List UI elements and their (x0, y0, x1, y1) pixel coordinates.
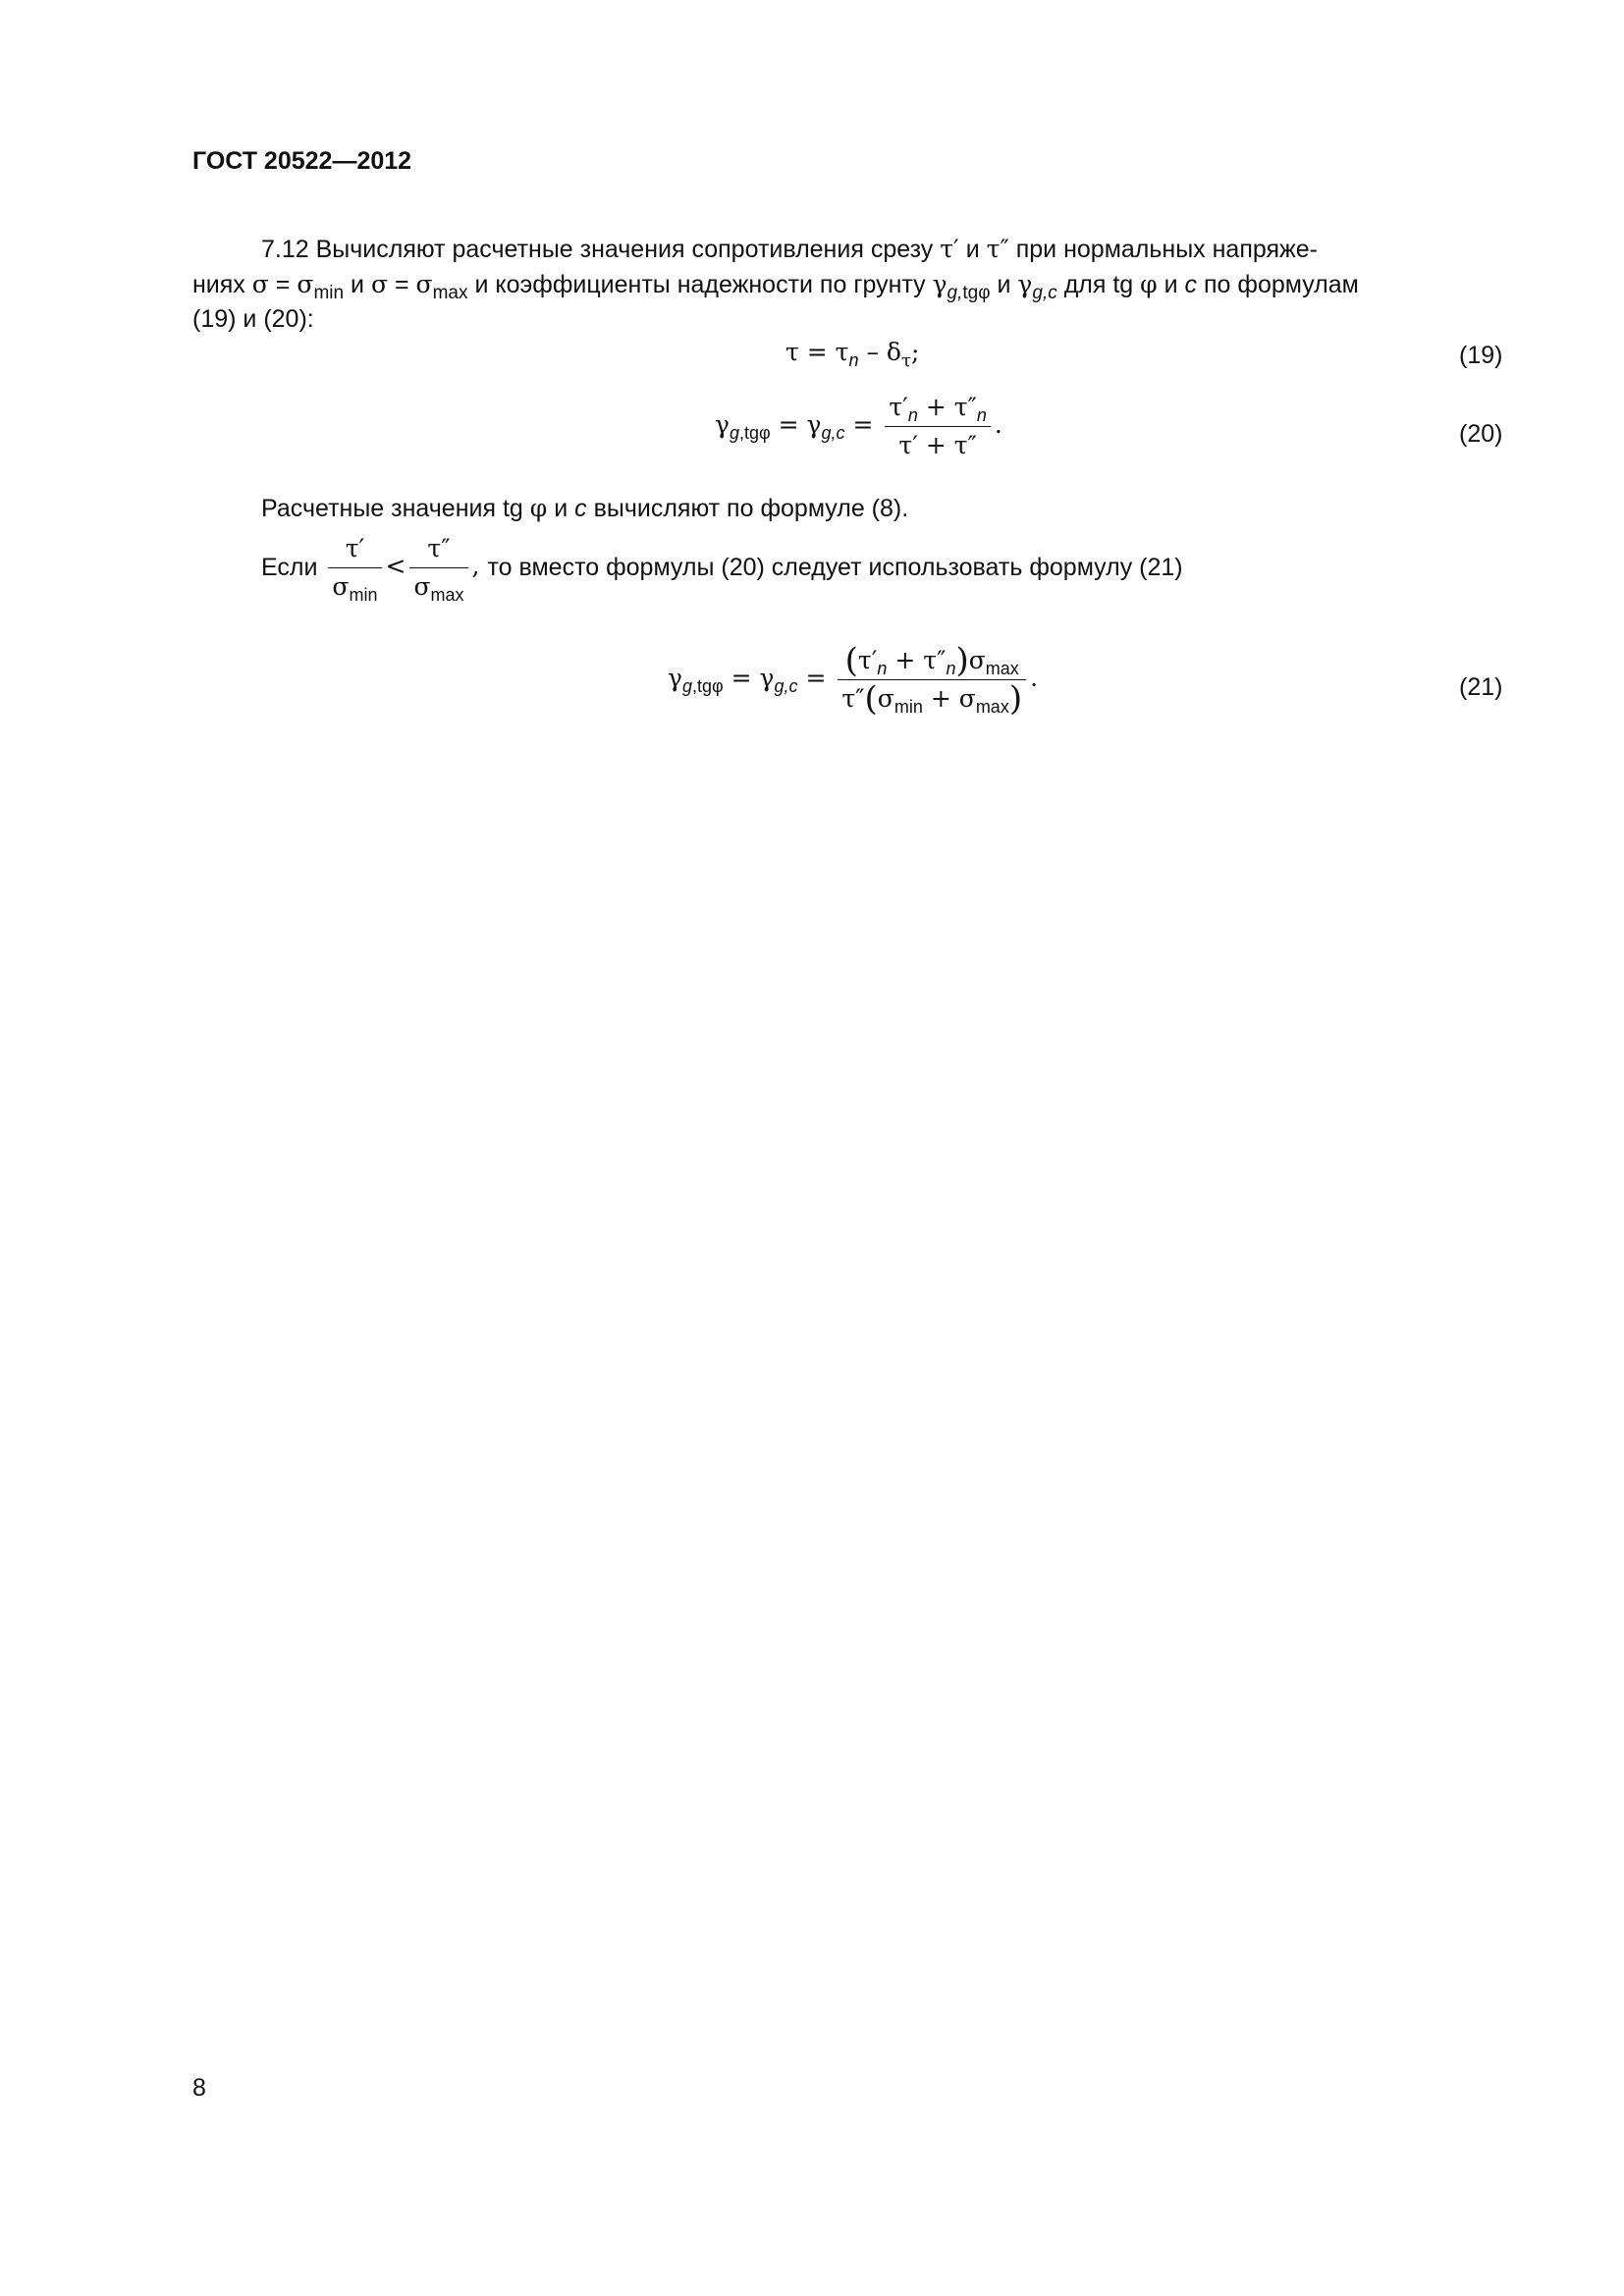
line3-text: (19) и (20): (192, 305, 314, 333)
for-tg-text: для tg (1063, 271, 1134, 298)
equation-21-number: (21) (1459, 673, 1503, 701)
intro-text: 7.12 Вычисляют расчетные значения сопротивления срезу (261, 236, 934, 263)
eq19-sub-tau: τ (900, 350, 911, 371)
equation-20-number: (20) (1459, 420, 1503, 448)
subscript-min: min (313, 283, 345, 303)
sigma-symbol: σ (415, 270, 433, 298)
eq21-close-paren: ) (955, 641, 969, 680)
sigma-symbol: σ (297, 270, 314, 298)
equals-sign: = (394, 271, 409, 298)
eq21-sub-gc: g,c (774, 676, 798, 696)
eq21-den-close-paren: ) (1008, 679, 1023, 719)
if-text: то вместо формулы (20) следует использовать формулу (21) (487, 554, 1183, 581)
c-symbol: c (1184, 271, 1198, 298)
eq21-period: . (1030, 664, 1039, 692)
eq21-equals: = (731, 664, 752, 692)
gamma-symbol: γ (1017, 270, 1033, 298)
eq21-open-paren: ( (844, 641, 858, 680)
eq21-den-sigma-max: σ (958, 684, 976, 713)
equation-21 (668, 641, 1039, 719)
eq21-num-sigma: σ (968, 646, 986, 674)
eq21-den-open-paren: ( (864, 679, 878, 719)
eq20-sub-tgphi: ,tgφ (738, 423, 771, 443)
less-than: < (385, 552, 406, 580)
if-frac2-sub-max: max (430, 585, 464, 605)
paragraph-if-condition (261, 534, 1183, 605)
coef-text: и коэффициенты надежности по грунту (474, 271, 926, 298)
sigma-symbol: σ (370, 270, 389, 298)
at-normal-text: при нормальных напряже- (1015, 236, 1318, 263)
eq21-den-sub-max: max (975, 697, 1009, 717)
eq21-gamma-2: γ (759, 664, 775, 692)
and-text: и (997, 271, 1011, 298)
eq21-num-sub-n-2: n (946, 659, 956, 678)
paragraph-7-12 (192, 232, 1510, 337)
and-text: и (351, 271, 364, 298)
subscript-g: g, (947, 283, 963, 303)
eq19-semicolon: ; (910, 338, 920, 366)
eq21-num-tau-prime: τ′ (857, 646, 878, 674)
subscript-tgphi: tgφ (962, 283, 991, 303)
tau-double-prime-symbol: τ″ (986, 235, 1009, 263)
eq20-fraction (885, 393, 991, 460)
eq19-minus-delta: – δ (866, 338, 901, 366)
tau-prime-symbol: τ′ (940, 235, 959, 263)
eq21-den-sigma-min: σ (877, 684, 894, 713)
eq20-gamma: γ (715, 410, 730, 439)
sigma-symbol: σ (251, 270, 269, 298)
if-frac1-den (328, 568, 381, 605)
by-formulas-text: по формулам (1204, 271, 1359, 298)
eq19-lhs: τ = τ (785, 338, 849, 366)
and-text: и (965, 236, 980, 263)
line2-start: ниях (192, 271, 245, 298)
subscript-gc: g,c (1032, 283, 1057, 303)
eq20-sub-gc: g,c (821, 423, 845, 443)
subscript-max: max (432, 283, 468, 303)
eq21-num-sub-max: max (985, 659, 1019, 678)
eq21-sub-g: g (681, 676, 692, 696)
eq20-sub-g: g (729, 423, 739, 443)
gamma-symbol: γ (932, 270, 947, 298)
if-frac2-sigma: σ (413, 572, 431, 601)
eq21-den-plus: + (930, 684, 951, 713)
eq21-den-tau-dprime: τ″ (841, 684, 865, 713)
eq21-num-sub-n: n (877, 659, 888, 678)
c-symbol: c (574, 495, 587, 522)
if-frac2-den (409, 568, 467, 605)
eq21-fraction (838, 641, 1026, 719)
page-number: 8 (192, 2074, 206, 2102)
eq20-num-sub-n: n (907, 405, 918, 425)
eq20-num-sub-n-2: n (976, 405, 987, 425)
eq21-denominator (838, 679, 1026, 719)
equation-20 (715, 393, 1002, 460)
eq21-den-sub-min: min (893, 697, 923, 717)
eq20-numerator: $\tau'_n + \tau''_n$ (885, 393, 991, 427)
eq19-sub-n: n (848, 350, 859, 370)
calc-text-b: и (554, 495, 568, 522)
equation-19 (785, 338, 920, 371)
equals-sign: = (275, 271, 291, 298)
if-word: Если (261, 554, 318, 581)
eq20-period: . (994, 410, 1002, 439)
eq20-equals-2: = (852, 410, 874, 439)
if-fraction-2 (409, 534, 467, 605)
eq21-num-tau-dprime: τ″ (923, 646, 947, 674)
eq21-gamma: γ (668, 664, 682, 692)
if-fraction-1 (328, 534, 381, 605)
document-header: ГОСТ 20522—2012 (192, 147, 412, 175)
phi-symbol: φ (1140, 270, 1158, 298)
if-inequality (324, 534, 487, 605)
eq21-sub-tgphi: ,tgφ (691, 676, 724, 696)
eq20-equals: = (778, 410, 799, 439)
if-comma: , (471, 552, 480, 580)
if-frac1-sub-min: min (349, 585, 378, 605)
calc-text-a: Расчетные значения tg (261, 495, 523, 522)
paragraph-calc-values (261, 491, 908, 526)
eq20-gamma-2: γ (806, 410, 822, 439)
phi-symbol: φ (529, 494, 548, 522)
eq21-num-plus: + (894, 646, 916, 674)
eq21-numerator (838, 641, 1026, 680)
eq21-equals-2: = (805, 664, 827, 692)
if-frac2-num: τ″ (409, 534, 467, 568)
if-frac1-num: τ′ (328, 534, 381, 568)
if-frac1-sigma: σ (332, 572, 350, 601)
eq20-denominator: τ′ + τ″ (898, 431, 977, 459)
equation-19-number: (19) (1459, 342, 1503, 369)
and-text: и (1164, 271, 1178, 298)
calc-text-c: вычисляют по формуле (8). (593, 495, 909, 522)
